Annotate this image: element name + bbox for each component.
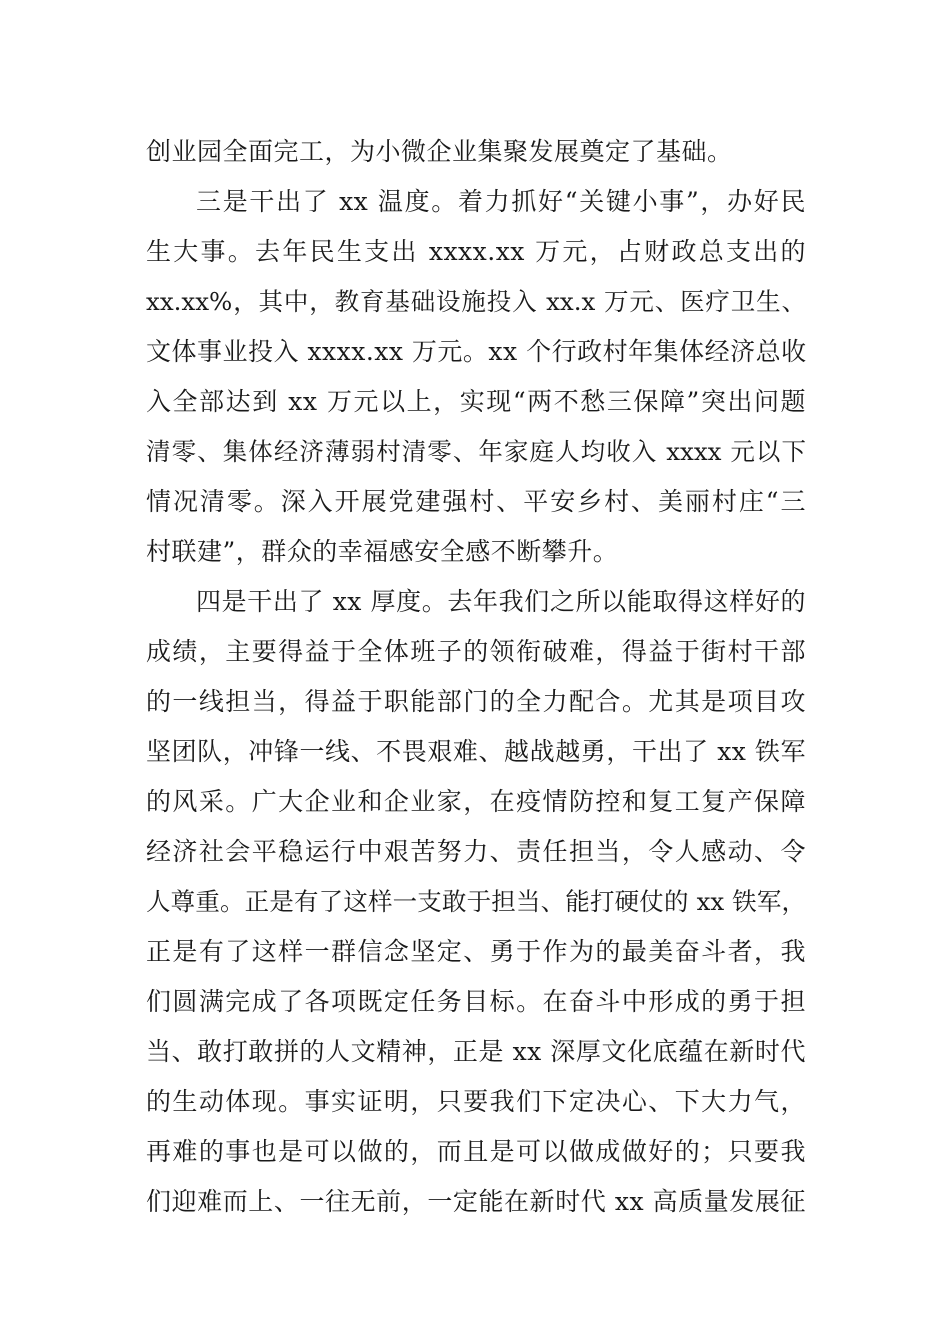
text-line: 当、敢打敢拼的人文精神，正是 xx 深厚文化底蕴在新时代 [146,1037,806,1066]
text-line: 再难的事也是可以做的，而且是可以做成做好的；只要我 [146,1137,806,1166]
text-line: xx.xx%，其中，教育基础设施投入 xx.x 万元、医疗卫生、 [146,287,806,316]
text-line: 的生动体现。事实证明，只要我们下定决心、下大力气， [146,1087,806,1116]
text-line: 入全部达到 xx 万元以上，实现“两不愁三保障”突出问题 [146,387,806,416]
text-line: 坚团队，冲锋一线、不畏艰难、越战越勇，干出了 xx 铁军 [146,737,806,766]
text-line: 的风采。广大企业和企业家，在疫情防控和复工复产保障 [146,787,806,816]
text-line: 生大事。去年民生支出 xxxx.xx 万元，占财政总支出的 [146,237,806,266]
text-line: 清零、集体经济薄弱村清零、年家庭人均收入 xxxx 元以下 [146,437,806,466]
text-line: 村联建”，群众的幸福感安全感不断攀升。 [146,537,619,566]
text-line: 经济社会平稳运行中艰苦努力、责任担当，令人感动、令 [146,837,806,866]
text-line: 正是有了这样一群信念坚定、勇于作为的最美奋斗者，我 [146,937,806,966]
text-line: 文体事业投入 xxxx.xx 万元。xx 个行政村年集体经济总收 [146,337,807,366]
text-line: 情况清零。深入开展党建强村、平安乡村、美丽村庄“三 [146,487,806,516]
text-line: 创业园全面完工，为小微企业集聚发展奠定了基础。 [146,137,733,166]
text-line: 们迎难而上、一往无前，一定能在新时代 xx 高质量发展征 [146,1187,806,1216]
paragraph-start-line: 四是干出了 xx 厚度。去年我们之所以能取得这样好的 [196,587,806,616]
text-line: 的一线担当，得益于职能部门的全力配合。尤其是项目攻 [146,687,806,716]
text-line: 们圆满完成了各项既定任务目标。在奋斗中形成的勇于担 [146,987,806,1016]
text-line: 人尊重。正是有了这样一支敢于担当、能打硬仗的 xx 铁军， [146,887,806,916]
text-line: 成绩，主要得益于全体班子的领衔破难，得益于街村干部 [146,637,806,666]
paragraph-start-line: 三是干出了 xx 温度。着力抓好“关键小事”，办好民 [196,187,806,216]
